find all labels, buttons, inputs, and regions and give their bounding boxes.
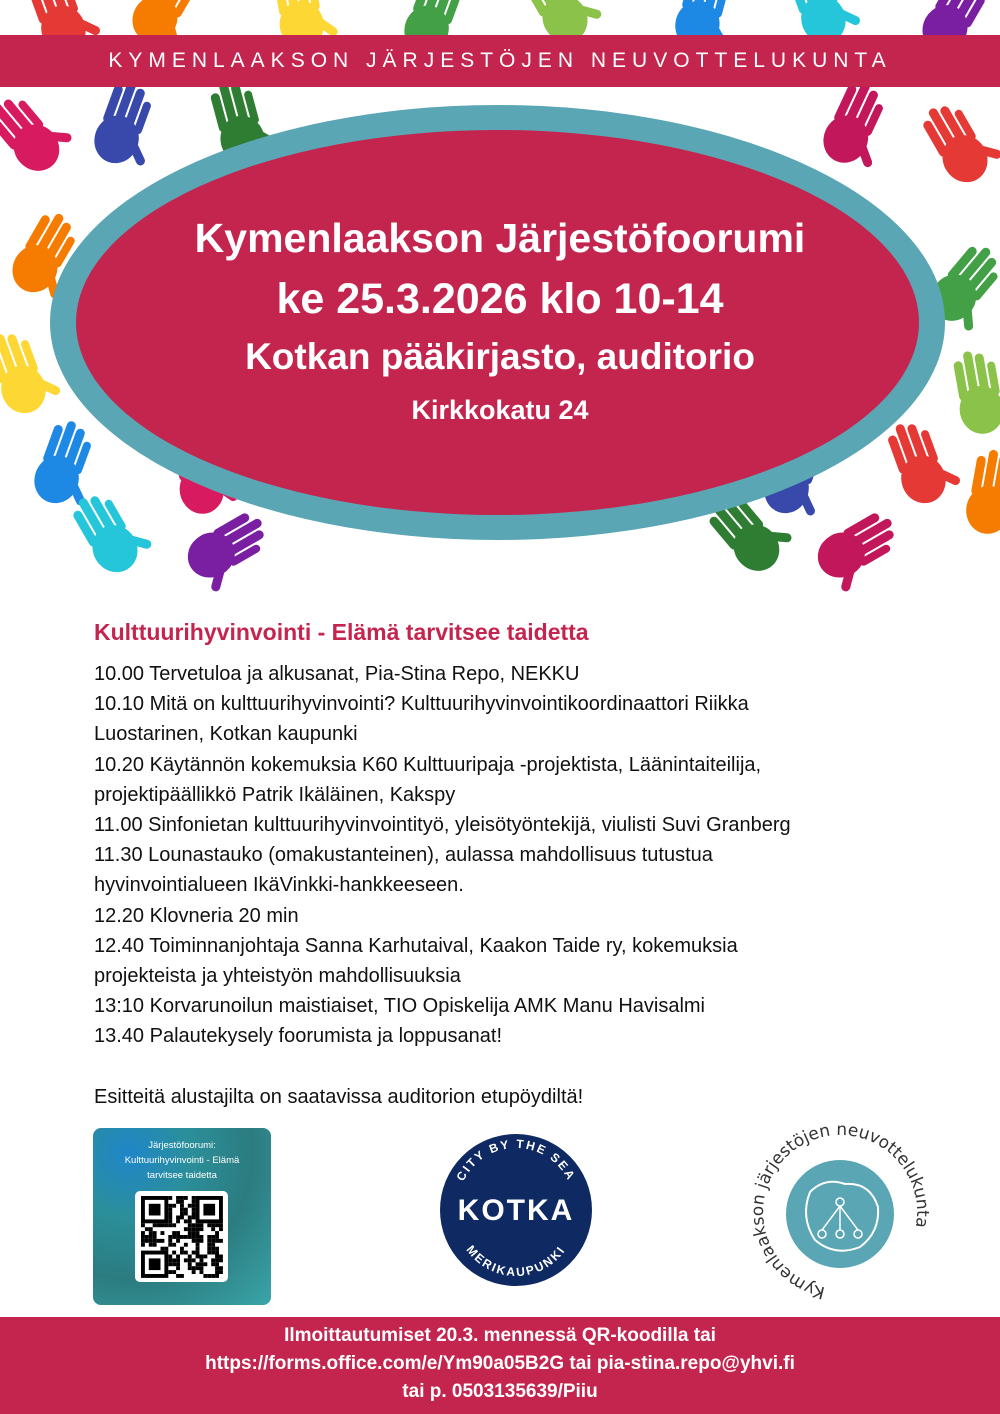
event-datetime: ke 25.3.2026 klo 10-14 bbox=[276, 275, 724, 323]
kotka-logo-bottom: MERIKAUPUNKI bbox=[463, 1242, 569, 1280]
event-venue: Kotkan pääkirjasto, auditorio bbox=[245, 336, 755, 377]
registration-qr-card[interactable] bbox=[93, 1128, 271, 1305]
kotka-logo bbox=[440, 1134, 592, 1286]
agenda-list bbox=[94, 659, 974, 1052]
nekku-logo bbox=[750, 1122, 930, 1307]
program-heading: Kulttuurihyvinvointi - Elämä tarvitsee taidetta bbox=[94, 619, 589, 645]
brochure-note: Esitteitä alustajilta on saatavissa auditorion etupöydiltä! bbox=[94, 1085, 584, 1108]
registration-phone: tai p. 0503135639/Piiu bbox=[402, 1381, 598, 1402]
hand-icon bbox=[916, 89, 1000, 191]
agenda-line: projektipäällikkö Patrik Ikäläinen, Kakspy bbox=[94, 783, 456, 806]
registration-deadline: Ilmoittautumiset 20.3. mennessä QR-koodilla tai bbox=[284, 1325, 716, 1346]
program-section bbox=[94, 617, 974, 1112]
nekku-logo-text: Kymenlaakson järjestöjen neuvotteluku a bbox=[750, 1122, 930, 1303]
agenda-line: 11.00 Sinfonietan kulttuurihyvinvointityö, yleisötyöntekijä, viulisti Suvi Granberg bbox=[94, 814, 791, 837]
hand-icon bbox=[0, 78, 80, 180]
agenda-line: Luostarinen, Kotkan kaupunki bbox=[94, 723, 358, 746]
agenda-line: projekteista ja yhteistyön mahdollisuuksia bbox=[94, 965, 461, 988]
agenda-line: 12.20 Klovneria 20 min bbox=[94, 904, 299, 927]
registration-footer bbox=[0, 1317, 1000, 1414]
qr-caption-line: tarvitsee taidetta bbox=[147, 1170, 217, 1181]
event-address: Kirkkokatu 24 bbox=[411, 395, 589, 425]
qr-caption bbox=[93, 1128, 271, 1183]
qr-code[interactable] bbox=[135, 1191, 228, 1282]
svg-text:CITY BY THE SEA bbox=[453, 1137, 578, 1183]
agenda-line: hyvinvointialueen IkäVinkki-hankkeeseen. bbox=[94, 874, 464, 897]
agenda-line: 13:10 Korvarunoilun maistiaiset, TIO Opiskelija AMK Manu Havisalmi bbox=[94, 995, 705, 1018]
hand-icon bbox=[962, 447, 1000, 540]
agenda-line: 13.40 Palautekysely foorumista ja loppusanat! bbox=[94, 1025, 503, 1048]
kotka-logo-main: KOTKA bbox=[457, 1194, 575, 1227]
agenda-line: 10.00 Tervetuloa ja alkusanat, Pia-Stina Repo, NEKKU bbox=[94, 663, 580, 685]
agenda-line: 12.40 Toiminnanjohtaja Sanna Karhutaival, Kaakon Taide ry, kokemuksia bbox=[94, 934, 738, 957]
event-title: Kymenlaakson Järjestöfoorumi bbox=[194, 215, 806, 261]
hand-icon bbox=[88, 75, 171, 174]
registration-link[interactable]: https://forms.office.com/e/Ym90a05B2G tai pia-stina.repo@yhvi.fi bbox=[205, 1353, 795, 1374]
organization-name: KYMENLAAKSON JÄRJESTÖJEN NEUVOTTELUKUNTA bbox=[108, 49, 892, 72]
agenda-line: 11.30 Lounastauko (omakustanteinen), aulassa mahdollisuus tutustua bbox=[94, 844, 713, 867]
svg-text:MERIKAUPUNKI bbox=[464, 1243, 569, 1280]
qr-caption-line: Järjestöfoorumi: bbox=[148, 1140, 216, 1151]
kotka-logo-top: CITY BY THE SEA bbox=[453, 1136, 579, 1184]
hand-icon bbox=[816, 75, 904, 176]
agenda-line: 10.20 Käytännön kokemuksia K60 Kulttuuripaja -projektista, Läänintaiteilija, bbox=[94, 753, 762, 776]
qr-caption-line: Kulttuurihyvinvointi - Elämä bbox=[124, 1155, 240, 1166]
hand-icon bbox=[180, 506, 282, 598]
agenda-line: 10.10 Mitä on kulttuurihyvinvointi? Kulttuurihyvinvointikoordinaattori Riikka bbox=[94, 693, 749, 716]
organization-banner bbox=[0, 35, 1000, 87]
hand-icon bbox=[810, 506, 912, 598]
